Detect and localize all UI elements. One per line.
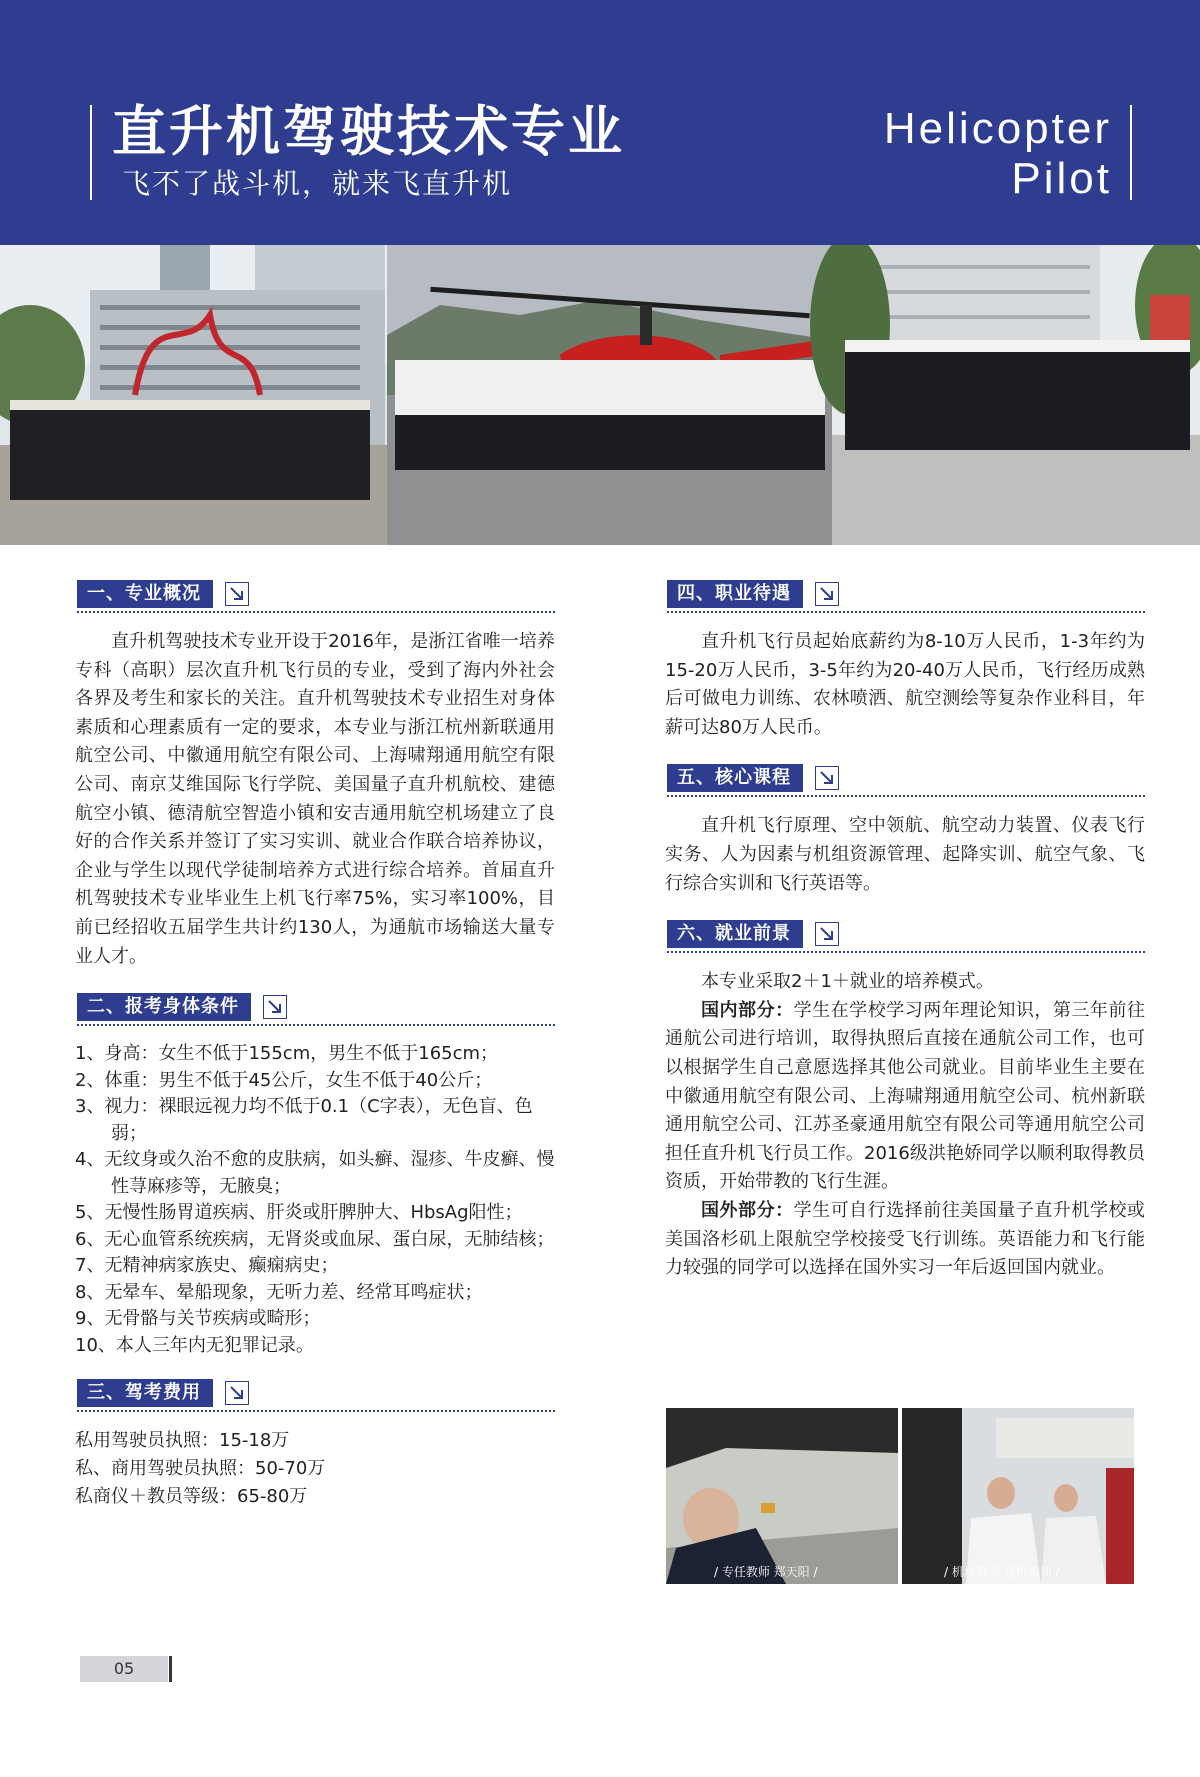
- section-header-overview: [75, 580, 555, 614]
- section-header-prospects: [665, 920, 1145, 954]
- section-divider: [77, 1024, 555, 1026]
- photo-strip: [0, 245, 1200, 545]
- english-title-line2: Pilot: [1011, 154, 1112, 203]
- section-title-courses: 五、核心课程: [667, 764, 803, 792]
- abroad-text: 学生可自行选择前往美国量子直升机学校或美国洛杉矶上限航空学校接受飞行训练。英语能力和飞行能力较强的同学可以选择在国外实习一年后返回国内就业。: [665, 1199, 1145, 1279]
- list-item: 4、无纹身或久治不愈的皮肤病，如头癣、湿疹、牛皮癣、慢性荨麻疹等，无腋臭；: [75, 1149, 555, 1197]
- section-divider: [77, 1410, 555, 1412]
- arrow-down-right-icon: [815, 766, 839, 790]
- group-photo-building: [0, 245, 387, 545]
- list-item: 8、无晕车、晕船现象，无听力差、经常耳鸣症状；: [75, 1281, 483, 1303]
- list-item: 3、视力：裸眼远视力均不低于0.1（C字表），无色盲、色弱；: [75, 1096, 533, 1144]
- list-item: 2、体重：男生不低于45公斤，女生不低于40公斤；: [75, 1069, 493, 1091]
- list-item: 9、无骨骼与关节疾病或畸形；: [75, 1308, 321, 1330]
- arrow-down-right-icon: [225, 1381, 249, 1405]
- courses-text: 直升机飞行原理、空中领航、航空动力装置、仪表飞行实务、人为因素与机组资源管理、起降实训、航空气象、飞行综合实训和飞行英语等。: [665, 815, 1145, 894]
- english-title: [884, 104, 1112, 204]
- overview-text: 直升机驾驶技术专业开设于2016年，是浙江省唯一培养专科（高职）层次直升机飞行员的专业，受到了海内外社会各界及考生和家长的关注。直升机驾驶技术专业招生对身体素质和心理素质有一定的要求，本专业与浙江杭州新联通用航空公司、中徽通用航空有限公司、上海啸翔通用航空有限公司、南京艾维国际飞行学院、美国量子直升机航校、建德航空小镇、德清航空智造小镇和安吉通用航空机场建立了良好的合作关系并签订了实习实训、就业合作联合培养协议，企业与学生以现代学徒制培养方式进行综合培养。首届直升机驾驶技术专业毕业生上机飞行率75%，实习率100%，目前已经招收五届学生共计约130人，为通航市场输送大量专业人才。: [75, 631, 555, 967]
- section-divider: [77, 611, 555, 613]
- walking-group-photo: [810, 245, 1200, 545]
- section-title-fees: 三、驾考费用: [77, 1379, 213, 1407]
- arrow-down-right-icon: [225, 582, 249, 606]
- caption-instructor: / 专任教师 郑天阳 /: [714, 1565, 818, 1579]
- left-column: [75, 580, 555, 1511]
- section-header-fees: [75, 1379, 555, 1413]
- list-item: 1、身高：女生不低于155cm，男生不低于165cm；: [75, 1043, 499, 1065]
- page-number: 05: [80, 1656, 168, 1682]
- section-divider: [667, 951, 1145, 953]
- helicopter-photo: [387, 245, 832, 545]
- arrow-down-right-icon: [815, 582, 839, 606]
- section-divider: [667, 611, 1145, 613]
- prospects-domestic: [665, 997, 1145, 1197]
- list-item: 6、无心血管系统疾病，无肾炎或血尿、蛋白尿，无肺结核；: [75, 1228, 555, 1250]
- page-title: 直升机驾驶技术专业: [112, 100, 625, 163]
- section-divider: [667, 795, 1145, 797]
- title-divider-left: [90, 105, 92, 200]
- instructor-photo: [666, 1408, 898, 1584]
- list-item: 5、无慢性肠胃道疾病、肝炎或肝脾肿大、HbsAg阳性；: [75, 1202, 523, 1224]
- domestic-text: 学生在学校学习两年理论知识，第三年前往通航公司进行培训，取得执照后直接在通航公司工作，也可以根据学生自己意愿选择其他公司就业。目前毕业生主要在中徽通用航空有限公司、上海啸翔通用航空公司、杭州新联通用航空公司、江苏圣豪通用航空有限公司等通用航空公司担任直升机飞行员工作。2016级洪艳娇同学以顺利取得教员资质，开始带教的飞行生涯。: [665, 999, 1145, 1193]
- right-column: [665, 580, 1145, 1283]
- section-header-requirements: [75, 993, 555, 1027]
- prospects-abroad: [665, 1197, 1145, 1283]
- page-subtitle: 飞不了战斗机，就来飞直升机: [122, 167, 513, 200]
- requirements-list: [75, 1041, 555, 1359]
- fees-list: [75, 1427, 555, 1511]
- list-item: 7、无精神病家族史、癫痫病史；: [75, 1255, 339, 1277]
- fee-line: 私商仪＋教员等级：65-80万: [75, 1486, 308, 1508]
- cockpit-visit-photo: [902, 1408, 1134, 1584]
- arrow-down-right-icon: [263, 995, 287, 1019]
- list-item: 10、本人三年内无犯罪记录。: [75, 1334, 314, 1356]
- domestic-label: 国内部分：: [701, 999, 794, 1021]
- section-title-requirements: 二、报考身体条件: [77, 993, 251, 1021]
- section-title-overview: 一、专业概况: [77, 580, 213, 608]
- abroad-label: 国外部分：: [701, 1199, 794, 1221]
- fee-line: 私用驾驶员执照：15-18万: [75, 1430, 290, 1452]
- section-title-salary: 四、职业待遇: [667, 580, 803, 608]
- training-photos: [666, 1408, 1134, 1584]
- section-header-courses: [665, 764, 1145, 798]
- arrow-down-right-icon: [815, 922, 839, 946]
- section-title-prospects: 六、就业前景: [667, 920, 803, 948]
- english-title-line1: Helicopter: [883, 104, 1112, 153]
- title-divider-right: [1130, 105, 1132, 200]
- prospects-intro: 本专业采取2＋1＋就业的培养模式。: [701, 971, 994, 993]
- section-header-salary: [665, 580, 1145, 614]
- header-band: [0, 0, 1200, 245]
- caption-airport-training: / 机场教学 登机实训 /: [944, 1565, 1060, 1579]
- fee-line: 私、商用驾驶员执照：50-70万: [75, 1458, 326, 1480]
- salary-text: 直升机飞行员起始底薪约为8-10万人民币，1-3年约为15-20万人民币，3-5年约为20-40万人民币，飞行经历成熟后可做电力训练、农林喷洒、航空测绘等复杂作业科目，年薪可达80万人民币。: [665, 631, 1145, 738]
- page-number-bar: [169, 1656, 172, 1682]
